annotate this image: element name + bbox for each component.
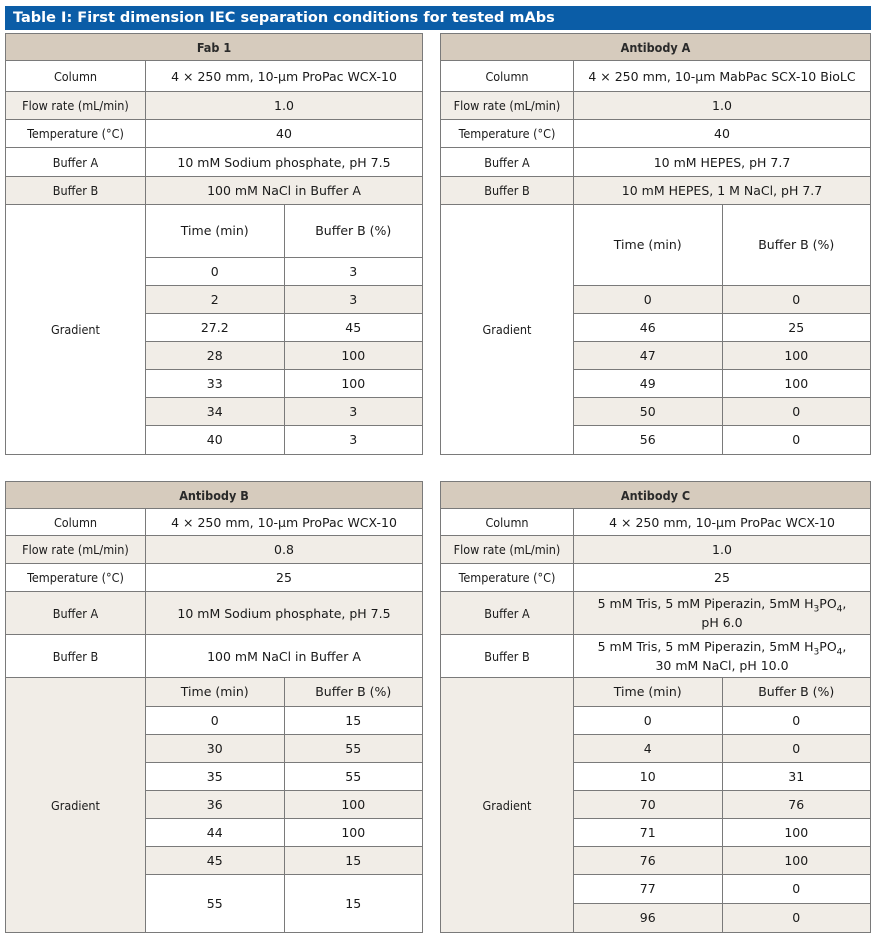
pct-cell: 100 — [722, 846, 870, 874]
time-header: Time (min) — [613, 237, 682, 253]
title-text: : First dimension IEC separation conditions for tested mAbs — [66, 10, 555, 26]
gradient-table — [146, 205, 422, 454]
gradient-label: Gradient — [441, 678, 574, 933]
bufB-pct-header: Buffer B (%) — [722, 678, 870, 706]
flow-value: 1.0 — [146, 92, 423, 120]
column-label: Column — [6, 509, 146, 536]
temp-label: Temperature (°C) — [441, 120, 574, 148]
time-cell: 0 — [146, 706, 284, 734]
time-cell: 47 — [574, 341, 722, 369]
bufA-label: Buffer A — [441, 148, 574, 177]
bufB-label: Buffer B — [441, 177, 574, 205]
time-cell: 0 — [574, 706, 722, 734]
pct-cell: 55 — [284, 762, 422, 790]
pct-cell: 0 — [722, 734, 870, 762]
gradient-table — [574, 678, 870, 932]
pct-cell: 76 — [722, 790, 870, 818]
time-cell: 0 — [146, 257, 284, 285]
panel-header: Antibody A — [441, 34, 871, 61]
bufB-label: Buffer B — [6, 635, 146, 678]
gradient-label: Gradient — [6, 205, 146, 455]
pct-cell: 0 — [722, 874, 870, 903]
bufA-value — [574, 592, 871, 635]
pct-cell: 31 — [722, 762, 870, 790]
bufB-line2: 30 mM NaCl, pH 10.0 — [655, 658, 789, 674]
time-cell: 10 — [574, 762, 722, 790]
time-cell: 35 — [146, 762, 284, 790]
bufA-line2: pH 6.0 — [701, 615, 743, 631]
panel-fab1 — [5, 33, 423, 455]
flow-value: 1.0 — [574, 536, 871, 564]
time-cell: 0 — [574, 285, 722, 313]
pct-cell: 100 — [284, 818, 422, 846]
bufB-pct-header: Buffer B (%) — [284, 205, 422, 257]
time-cell: 30 — [146, 734, 284, 762]
flow-value: 0.8 — [146, 536, 423, 564]
time-cell: 36 — [146, 790, 284, 818]
pct-cell: 0 — [722, 285, 870, 313]
time-cell: 4 — [574, 734, 722, 762]
time-header: Time (min) — [574, 678, 722, 706]
time-cell: 96 — [574, 903, 722, 932]
gradient-label: Gradient — [441, 205, 574, 455]
flow-value: 1.0 — [574, 92, 871, 120]
pct-cell: 0 — [722, 397, 870, 425]
bufB-line1: 5 mM Tris, 5 mM Piperazin, 5mM $H_3PO_4$, — [597, 638, 847, 658]
pct-cell: 0 — [722, 903, 870, 932]
time-cell: 45 — [146, 846, 284, 874]
bufB-label: Buffer B — [441, 635, 574, 678]
pct-cell: 0 — [722, 706, 870, 734]
gradient-label: Gradient — [6, 678, 146, 933]
bufB-pct-header: Buffer B (%) — [284, 678, 422, 706]
column-value: 4 × 250 mm, 10-µm ProPac WCX-10 — [146, 509, 423, 536]
bufA-value: 10 mM Sodium phosphate, pH 7.5 — [146, 148, 423, 177]
gradient-table — [574, 205, 870, 454]
bufB-value: 10 mM HEPES, 1 M NaCl, pH 7.7 — [574, 177, 871, 205]
time-cell: 44 — [146, 818, 284, 846]
time-header: Time (min) — [180, 223, 249, 239]
time-cell: 27.2 — [146, 313, 284, 341]
pct-cell: 3 — [284, 425, 422, 454]
pct-cell: 55 — [284, 734, 422, 762]
time-cell: 46 — [574, 313, 722, 341]
temp-value: 25 — [574, 564, 871, 592]
column-value: 4 × 250 mm, 10-µm ProPac WCX-10 — [574, 509, 871, 536]
table-title — [5, 6, 871, 30]
bufA-value: 10 mM HEPES, pH 7.7 — [574, 148, 871, 177]
time-cell: 33 — [146, 369, 284, 397]
panel-header: Antibody C — [441, 482, 871, 509]
pct-cell: 3 — [284, 397, 422, 425]
time-cell: 34 — [146, 397, 284, 425]
time-cell: 71 — [574, 818, 722, 846]
time-cell: 40 — [146, 425, 284, 454]
flow-label: Flow rate (mL/min) — [441, 92, 574, 120]
column-label: Column — [441, 61, 574, 92]
temp-value: 40 — [574, 120, 871, 148]
bufA-line1: 5 mM Tris, 5 mM Piperazin, 5mM $H_3PO_4$, — [597, 595, 847, 615]
bufB-pct-header: Buffer B (%) — [722, 205, 870, 285]
time-cell: 56 — [574, 425, 722, 454]
column-value: 4 × 250 mm, 10-µm ProPac WCX-10 — [146, 61, 423, 92]
panel-antibody-b — [5, 481, 423, 933]
temp-value: 40 — [146, 120, 423, 148]
panel-header: Fab 1 — [6, 34, 423, 61]
time-cell: 70 — [574, 790, 722, 818]
time-cell: 49 — [574, 369, 722, 397]
temp-label: Temperature (°C) — [441, 564, 574, 592]
panel-header: Antibody B — [6, 482, 423, 509]
column-label: Column — [6, 61, 146, 92]
column-label: Column — [441, 509, 574, 536]
pct-cell: 0 — [722, 425, 870, 454]
bufA-label: Buffer A — [441, 592, 574, 635]
pct-cell: 100 — [284, 369, 422, 397]
time-cell: 55 — [146, 874, 284, 932]
pct-cell: 100 — [284, 341, 422, 369]
pct-cell: 15 — [284, 846, 422, 874]
flow-label: Flow rate (mL/min) — [6, 536, 146, 564]
pct-cell: 15 — [284, 706, 422, 734]
panel-antibody-c — [440, 481, 871, 933]
bufB-value — [574, 635, 871, 678]
time-cell: 2 — [146, 285, 284, 313]
pct-cell: 3 — [284, 257, 422, 285]
flow-label: Flow rate (mL/min) — [441, 536, 574, 564]
column-value: 4 × 250 mm, 10-µm MabPac SCX-10 BioLC — [574, 61, 871, 92]
time-cell: 77 — [574, 874, 722, 903]
bufB-value: 100 mM NaCl in Buffer A — [146, 635, 423, 678]
pct-cell: 100 — [722, 369, 870, 397]
pct-cell: 100 — [722, 818, 870, 846]
title-label: Table I — [13, 10, 67, 26]
pct-cell: 25 — [722, 313, 870, 341]
bufB-value: 100 mM NaCl in Buffer A — [146, 177, 423, 205]
pct-cell: 45 — [284, 313, 422, 341]
temp-value: 25 — [146, 564, 423, 592]
bufA-label: Buffer A — [6, 592, 146, 635]
time-cell: 28 — [146, 341, 284, 369]
pct-cell: 15 — [284, 874, 422, 932]
pct-cell: 3 — [284, 285, 422, 313]
gradient-table — [146, 678, 422, 932]
bufA-value: 10 mM Sodium phosphate, pH 7.5 — [146, 592, 423, 635]
flow-label: Flow rate (mL/min) — [6, 92, 146, 120]
pct-cell: 100 — [722, 341, 870, 369]
temp-label: Temperature (°C) — [6, 564, 146, 592]
bufB-label: Buffer B — [6, 177, 146, 205]
time-cell: 76 — [574, 846, 722, 874]
panel-antibody-a — [440, 33, 871, 455]
pct-cell: 100 — [284, 790, 422, 818]
time-cell: 50 — [574, 397, 722, 425]
time-header: Time (min) — [146, 678, 284, 706]
bufA-label: Buffer A — [6, 148, 146, 177]
temp-label: Temperature (°C) — [6, 120, 146, 148]
